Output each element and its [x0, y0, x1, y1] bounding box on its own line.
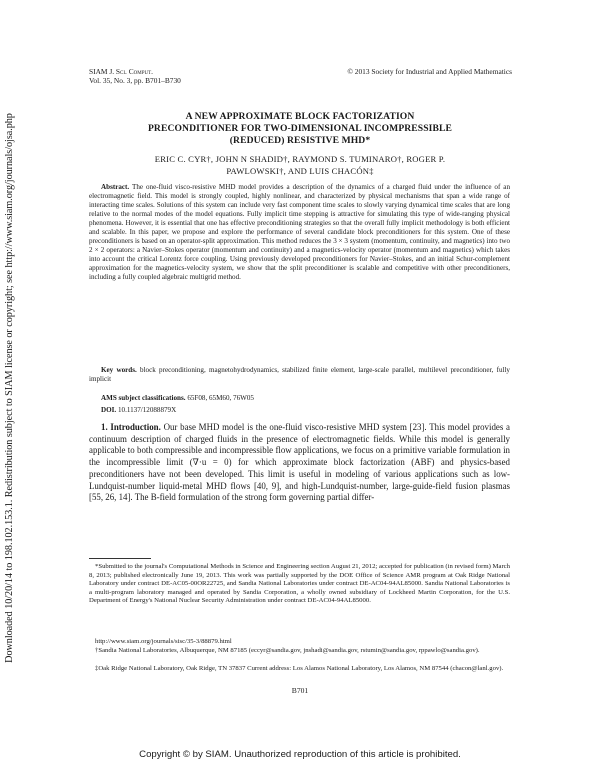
introduction-heading: 1. Introduction. — [101, 422, 161, 432]
doi-text: 10.1137/12088879X — [117, 406, 177, 414]
ams-text: 65F08, 65M60, 76W05 — [187, 394, 254, 402]
paper-title — [80, 111, 520, 147]
footnote-submission-text: *Submitted to the journal's Computational Methods in Science and Engineering section August 21, 2012; accepted for publication (in revised form) March 8, 2013; published electronically June 19, 2013. This work was partially supported by the DOE Office of Science AMR program at Oak Ridge National Laboratory under contract DE-AC05-00OR22725, and Sandia National Laboratories under contract DE-AC04-94AL85000. Sandia National Laboratories is a multi-program laboratory managed and operated by Sandia Corporation, a wholly owned subsidiary of Lockheed Martin Corporation, for the U.S. Department of Energy's National Nuclear Security Administration under contract DE-AC04-94AL85000. — [89, 563, 510, 604]
footnote-oak-ridge — [89, 665, 510, 674]
ams-classifications — [89, 394, 510, 403]
author-list — [80, 153, 520, 177]
footnote-oak-ridge-text: ‡Oak Ridge National Laboratory, Oak Ridge, TN 37837 Current address: Los Alamos National Laboratory, Los Alamos, NM 87544 (chacon@lanl.gov). — [95, 665, 504, 672]
introduction-section — [89, 422, 510, 504]
footnote-submission — [89, 563, 510, 606]
abstract-label: Abstract. — [101, 183, 130, 191]
journal-volume: Vol. 35, No. 3, pp. B701–B730 — [89, 76, 181, 85]
footnote-sandia — [89, 647, 510, 656]
footnote-rule — [89, 558, 151, 559]
doi — [89, 406, 510, 415]
title-line-2: PRECONDITIONER FOR TWO-DIMENSIONAL INCOMPRESSIBLE — [147, 123, 453, 134]
ams-label: AMS subject classifications. — [101, 394, 186, 402]
doi-label: DOI. — [101, 406, 117, 414]
footnote-sandia-text: †Sandia National Laboratories, Albuquerque, NM 87185 (eccyr@sandia.gov, jnshadi@sandia.gov, rstumin@sandia.gov, rppawlo@sandia.gov). — [95, 647, 480, 654]
key-words-label: Key words. — [101, 366, 137, 374]
key-words-text: block preconditioning, magnetohydrodynamics, stabilized finite element, large-scale parallel, multilevel preconditioner, fully implicit — [89, 366, 510, 383]
title-line-1: A NEW APPROXIMATE BLOCK FACTORIZATION — [185, 111, 415, 122]
key-words — [89, 366, 510, 384]
authors-line-1: ERIC C. CYR†, JOHN N SHADID†, RAYMOND S. TUMINARO†, ROGER P. — [154, 154, 446, 164]
abstract — [89, 183, 510, 283]
journal-header — [89, 67, 181, 85]
journal-copyright: © 2013 Society for Industrial and Applied Mathematics — [347, 67, 512, 76]
footer-copyright: Copyright © by SIAM. Unauthorized reproduction of this article is prohibited. — [139, 749, 461, 760]
download-notice-sidebar: Downloaded 10/20/14 to 198.102.153.1. Redistribution subject to SIAM license or copyright; see http://www.siam.org/journals/ojsa.php — [4, 113, 15, 663]
page-number: B701 — [291, 686, 309, 695]
journal-name: SIAM J. Sci. Comput. — [89, 67, 153, 76]
authors-line-2: PAWLOWSKI†, AND LUIS CHACÓN‡ — [226, 166, 374, 176]
introduction-text: Our base MHD model is the one-fluid visco-resistive MHD system [23]. This model provides a continuum description of charged fluids in the presence of electromagnetic fields. While this model is generally applicable to both compressible and incompressible flow applications, we focus on a primitive variable formulation in the incompressible limit (∇·u = 0) for which approximate block factorization (ABF) and physics-based preconditioners have not been developed. This limit is useful in modeling of various applications such as low-Lundquist-number liquid-metal MHD flows [40, 9], and high-Lundquist-number, large-guide-field fusion plasmas [55, 26, 14]. The B-field formulation of the strong form governing partial differ- — [89, 422, 510, 503]
title-line-3: (REDUCED) RESISTIVE MHD* — [229, 135, 371, 146]
abstract-text: The one-fluid visco-resistive MHD model provides a description of the dynamics of a charged fluid under the influence of an electromagnetic field. This model is strongly coupled, highly nonlinear, and characterized by physical mechanisms that span a wide range of interacting time scales. Solutions of this system can include very fast component time scales to slowly varying dynamical time scales that are long relative to the normal modes of the model equations. Fully implicit time stepping is attractive for simulating this type of wide-ranging physical phenomena. However, it is essential that one has effective preconditioning strategies so that the overall fully implicit methodology is both efficient and scalable. In this paper, we propose and explore the performance of several candidate block preconditioners for this system. One of these preconditioners is based on an operator-split approximation. This method reduces the 3 × 3 system (momentum, continuity, and magnetics) into two 2 × 2 operators: a Navier–Stokes operator (momentum and continuity) and a magnetics-velocity operator (momentum and magnetics) which takes into account the critical Lorentz force coupling. Using previously developed preconditioners for Navier–Stokes, and an initial Schur-complement approximation for the magnetics-velocity system, we show that the split preconditioner is scalable and competitive with other preconditioners, including a fully coupled algebraic multigrid method. — [89, 183, 510, 282]
article-url-link[interactable]: http://www.siam.org/journals/sisc/35-3/88879.html — [95, 638, 232, 645]
